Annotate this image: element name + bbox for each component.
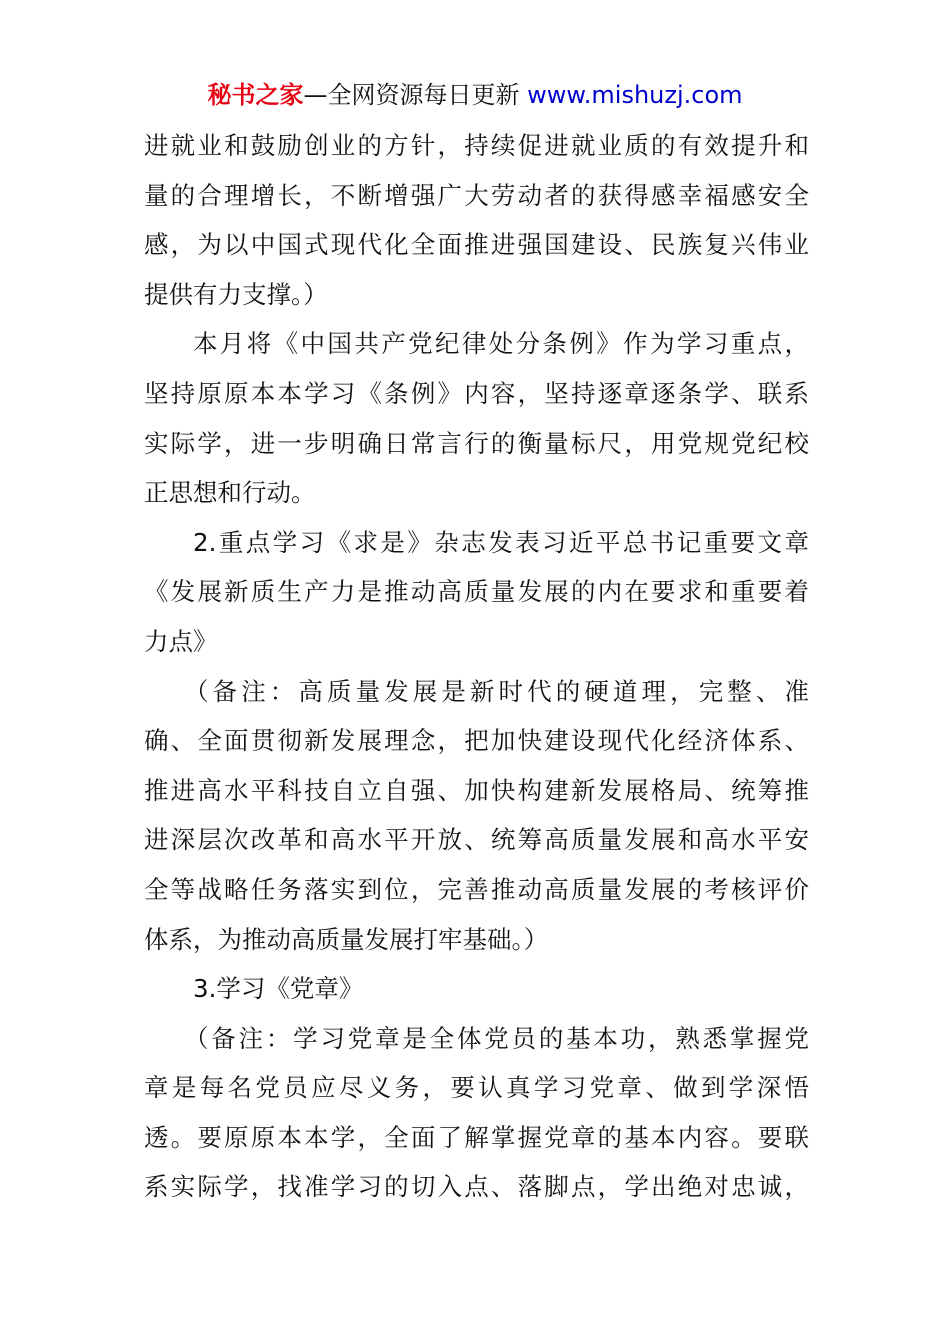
text-line: 提供有力支撑。） <box>144 279 328 309</box>
text-line: 章是每名党员应尽义务，要认真学习党章、做到学深悟 <box>144 1073 809 1103</box>
text-line: 推进高水平科技自立自强、加快构建新发展格局、统筹推 <box>144 775 809 805</box>
text-line: 正思想和行动。 <box>144 478 316 508</box>
text-line: 本月将《中国共产党纪律处分条例》作为学习重点， <box>193 329 809 359</box>
text-line: 感，为以中国式现代化全面推进强国建设、民族复兴伟业 <box>144 230 809 260</box>
text-line: 全等战略任务落实到位，完善推动高质量发展的考核评价 <box>144 874 809 904</box>
site-header <box>0 78 950 112</box>
text-line: 系实际学，找准学习的切入点、落脚点，学出绝对忠诚， <box>144 1172 809 1202</box>
site-brand: 秘书之家 <box>207 81 304 109</box>
text-line: 2.重点学习《求是》杂志发表习近平总书记重要文章 <box>193 527 809 557</box>
text-line: 3.学习《党章》 <box>193 974 364 1004</box>
text-line: 实际学，进一步明确日常言行的衡量标尺，用党规党纪校 <box>144 428 809 458</box>
site-url-link[interactable]: www.mishuzj.com <box>519 81 743 109</box>
text-line: 坚持原原本本学习《条例》内容，坚持逐章逐条学、联系 <box>144 378 809 408</box>
text-line: 量的合理增长，不断增强广大劳动者的获得感幸福感安全 <box>144 180 809 210</box>
text-line: 体系，为推动高质量发展打牢基础。） <box>144 924 549 954</box>
text-line: 进就业和鼓励创业的方针，持续促进就业质的有效提升和 <box>144 131 809 160</box>
text-line: 《发展新质生产力是推动高质量发展的内在要求和重要着 <box>144 577 809 607</box>
document-body <box>144 121 809 1212</box>
text-line: （备注：学习党章是全体党员的基本功，熟悉掌握党 <box>184 1023 809 1053</box>
text-line: （备注：高质量发展是新时代的硬道理，完整、准 <box>184 676 809 706</box>
text-line: 进深层次改革和高水平开放、统筹高质量发展和高水平安 <box>144 825 809 855</box>
text-line: 确、全面贯彻新发展理念，把加快建设现代化经济体系、 <box>144 726 809 756</box>
text-line: 力点》 <box>144 626 218 656</box>
site-tagline: —全网资源每日更新 <box>303 81 520 109</box>
text-line: 透。要原原本本学，全面了解掌握党章的基本内容。要联 <box>144 1122 809 1152</box>
